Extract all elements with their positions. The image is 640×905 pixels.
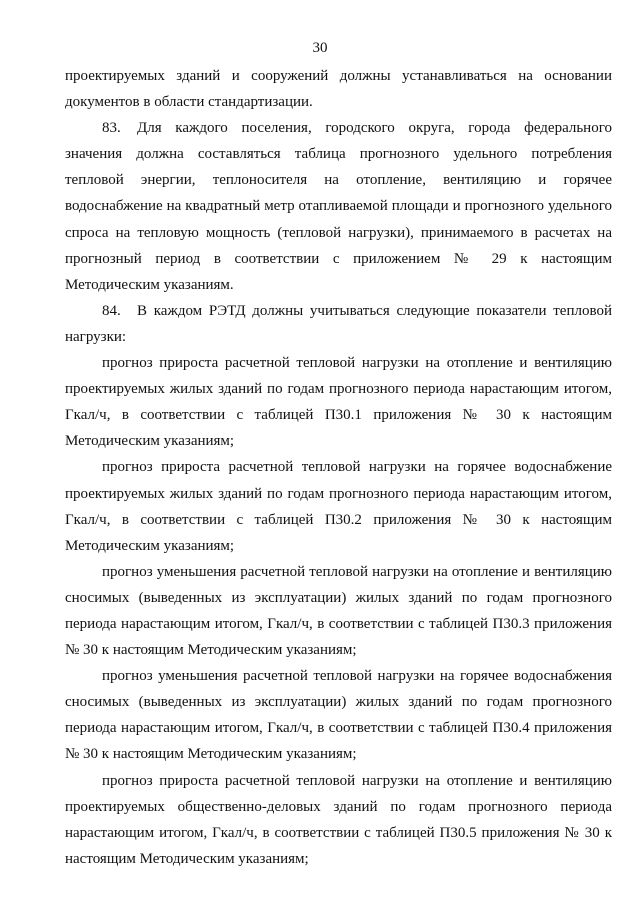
list-item [65,559,612,663]
paragraph-text: прогноз прироста расчетной тепловой нагрузки на отопление и вентиляцию проектируемых жилых зданий по годам прогнозного периода нарастающим итогом, Гкал/ч, в соответствии с таблицей П30.1 приложения № 30 к настоящим Методическим указаниям; [65,355,612,450]
paragraph-number: 83. [102,120,121,137]
paragraph-continuation [65,63,612,115]
paragraph-text: прогноз уменьшения расчетной тепловой нагрузки на горячее водоснабжения сносимых (выведенных из эксплуатации) жилых зданий по годам прогнозного периода нарастающим итогом, Гкал/ч, в соответствии с таблицей П30.4 приложения № 30 к настоящим Методическим указаниям; [65,668,612,763]
list-item [65,350,612,454]
page-number: 30 [312,40,328,56]
list-item [65,663,612,767]
paragraph-83 [65,115,612,298]
paragraph-text: Для каждого поселения, городского округа, города федерального значения должна составляться таблица прогнозного удельного потребления тепловой энергии, теплоносителя на отопление, вентиляцию и горячее водоснабжение на квадратный метр отапливаемой площади и прогнозного удельного спроса на тепловую мощность (тепловой нагрузки), принимаемого в расчетах на прогнозный период в соответствии с приложением № 29 к настоящим Методическим указаниям. [65,120,612,293]
list-item [65,768,612,872]
paragraph-text: проектируемых зданий и сооружений должны устанавливаться на основании документов в области стандартизации. [65,68,612,111]
paragraph-text: прогноз прироста расчетной тепловой нагрузки на горячее водоснабжение проектируемых жилых зданий по годам прогнозного периода нарастающим итогом, Гкал/ч, в соответствии с таблицей П30.2 приложения № 30 к настоящим Методическим указаниям; [65,459,612,554]
paragraph-84 [65,298,612,350]
list-item [65,454,612,558]
paragraph-text: прогноз прироста расчетной тепловой нагрузки на отопление и вентиляцию проектируемых общественно-деловых зданий по годам прогнозного периода нарастающим итогом, Гкал/ч, в соответствии с таблицей П30.5 приложения № 30 к настоящим Методическим указаниям; [65,772,612,867]
document-body [65,63,612,872]
paragraph-text: прогноз уменьшения расчетной тепловой нагрузки на отопление и вентиляцию сносимых (выведенных из эксплуатации) жилых зданий по годам прогнозного периода нарастающим итогом, Гкал/ч, в соответствии с таблицей П30.3 приложения № 30 к настоящим Методическим указаниям; [65,563,612,659]
paragraph-number: 84. [102,302,121,319]
paragraph-text: В каждом РЭТД должны учитываться следующие показатели тепловой нагрузки: [65,302,612,345]
